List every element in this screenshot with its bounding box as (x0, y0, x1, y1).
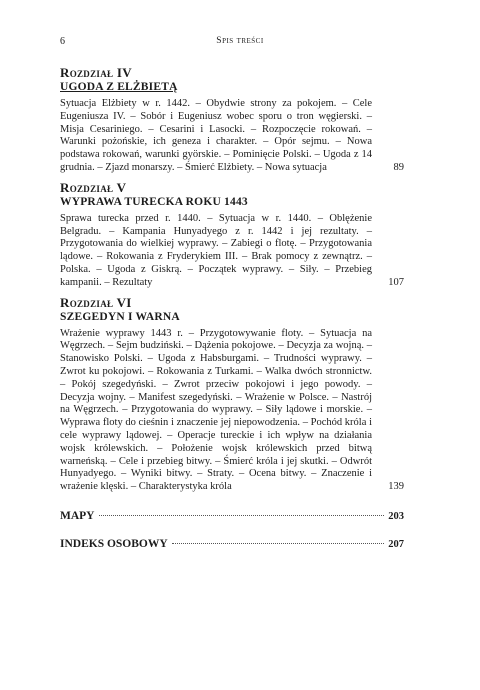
section-entry-index[interactable] (60, 538, 404, 550)
chapter-page-number[interactable]: 89 (393, 161, 404, 173)
chapter-title: WYPRAWA TURECKA ROKU 1443 (60, 195, 248, 208)
dot-leader (99, 515, 385, 516)
running-title: Spis treści (216, 36, 264, 46)
section-page-number[interactable]: 203 (388, 510, 404, 522)
chapter-entry-6[interactable] (60, 296, 404, 494)
chapter-page-number[interactable]: 107 (388, 276, 404, 288)
section-entry-maps[interactable] (60, 510, 404, 522)
section-title: INDEKS OSOBOWY (60, 537, 168, 550)
table-of-contents (60, 66, 404, 550)
chapter-entry-5[interactable] (60, 181, 404, 290)
chapter-title: SZEGEDYN I WARNA (60, 310, 180, 323)
chapter-summary: Wrażenie wyprawy 1443 r. – Przygotowywanie floty. – Sytuacja na Węgrzech. – Sejm budziński. – Dążenia pokojowe. – Decyzja za wojną. – Stanowisko Polski. – Ugoda z Habsburgami. – Trudności wyprawy. – Zwrot ku pokojowi. – Rokowania z Turkami. – Walka dwóch stronnictw. – Pokój szegedyński. – Zwrot przeciw pokojowi i jego powody. – Decyzja wojny. – Manifest szegedyński. – Wrażenie w Polsce. – Nastrój na Węgrzech. – Przygotowania do wyprawy. – Siły lądowe i morskie. – Wyprawa floty do cieśnin i znaczenie jej niepowodzenia. – Pochód króla i cele wyprawy lądowej. – Operacje tureckie i ich wpływ na działania wojsk królewskich. – Położenie wojsk królewskich przed bitwą warneńską. – Cele i przebieg bitwy. – Śmierć króla i jej skutki. – Odwrót Hunyadyego. – Wyniki bitwy. – Straty. – Ocena bitwy. – Znaczenie i wrażenie klęski. – Charakterystyka króla (60, 327, 372, 493)
chapter-label: Rozdział V (60, 179, 127, 195)
chapter-entry-4[interactable] (60, 66, 404, 175)
chapter-summary: Sprawa turecka przed r. 1440. – Sytuacja w r. 1440. – Oblężenie Belgradu. – Kampania Hunyadyego z r. 1442 i jej rezultaty. – Przygotowania do wielkiej wyprawy. – Zabiegi o flotę. – Przygotowania lądowe. – Rokowania z Fryderykiem III. – Brak pomocy z zewnątrz. – Polska. – Ugoda z Giskrą. – Początek wyprawy. – Siły. – Przebieg kampanii. – Rezultaty (60, 212, 372, 288)
chapter-page-number[interactable]: 139 (388, 481, 404, 493)
chapter-label: Rozdział VI (60, 294, 132, 310)
section-title: MAPY (60, 509, 95, 522)
page-number: 6 (60, 36, 65, 47)
section-page-number[interactable]: 207 (388, 538, 404, 550)
chapter-summary: Sytuacja Elżbiety w r. 1442. – Obydwie strony za pokojem. – Cele Eugeniusza IV. – Sobór i Eugeniusz wobec sporu o tron węgierski. – Misja Cesariniego. – Cesarini i Lasocki. – Rozpoczęcie rokowań. – Warunki pożońskie, ich geneza i charakter. – Opór sejmu. – Nowa podstawa rokowań, warunki györskie. – Pominięcie Polski. – Ugoda z 14 grudnia. – Zjazd monarszy. – Śmierć Elżbiety. – Nowa sytuacja (60, 98, 372, 173)
chapter-title: UGODA Z ELŻBIETĄ (60, 81, 178, 93)
dot-leader (172, 543, 385, 544)
chapter-label: Rozdział IV (60, 65, 132, 80)
